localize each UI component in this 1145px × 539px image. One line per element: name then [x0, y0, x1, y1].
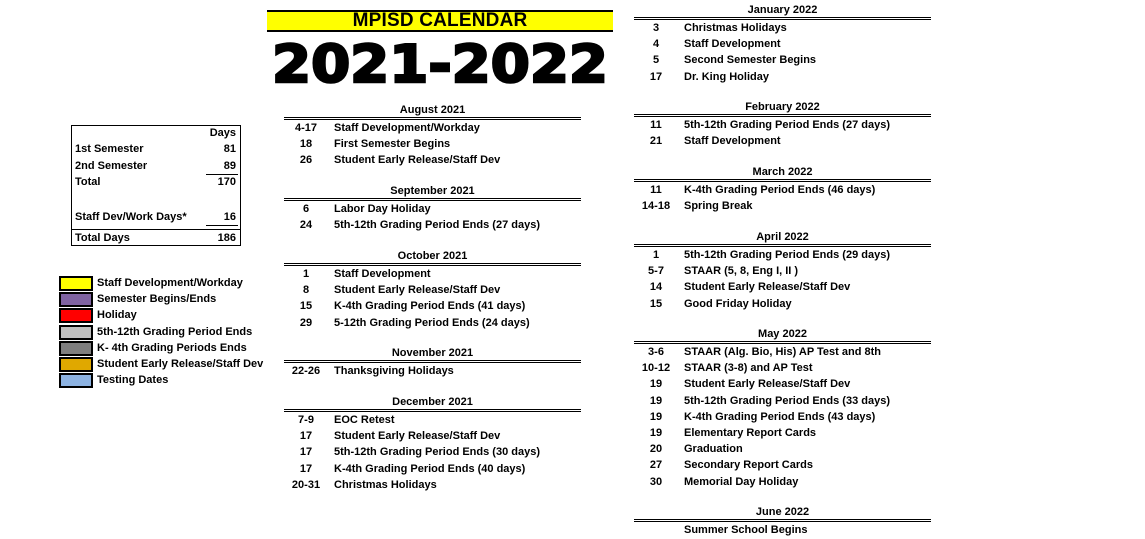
event-description: Second Semester Begins: [684, 54, 817, 67]
month-section-may: [634, 328, 931, 488]
calendar-event-row: [284, 283, 581, 297]
month-section-jan: [634, 4, 931, 84]
calendar-event-row: [284, 121, 581, 135]
legend-swatch: [59, 357, 93, 372]
calendar-event-row: [634, 377, 931, 391]
calendar-event-row: [634, 118, 931, 132]
event-date: 21: [649, 135, 663, 148]
calendar-event-row: [634, 426, 931, 440]
summary-label: Staff Dev/Work Days*: [75, 211, 187, 223]
event-description: K-4th Grading Period Ends (40 days): [334, 462, 526, 475]
month-heading: January 2022: [747, 4, 818, 16]
days-summary-box: [71, 125, 241, 246]
calendar-event-row: [634, 345, 931, 359]
event-description: Student Early Release/Staff Dev: [334, 284, 501, 297]
event-date: 24: [299, 219, 313, 232]
event-description: Student Early Release/Staff Dev: [334, 430, 501, 443]
event-date: 6: [302, 203, 310, 215]
calendar-event-row: [284, 445, 581, 459]
month-double-rule: [634, 179, 931, 182]
month-section-feb: [634, 101, 931, 149]
month-heading: September 2021: [390, 185, 475, 197]
event-description: Christmas Holidays: [684, 22, 787, 34]
summary-value: 89: [223, 160, 236, 172]
calendar-event-row: [284, 462, 581, 476]
month-double-rule: [634, 244, 931, 247]
legend-swatch: [59, 341, 93, 356]
summary-value: 170: [217, 176, 236, 188]
month-section-oct: [284, 250, 581, 330]
month-heading: November 2021: [391, 347, 474, 359]
month-section-jun: [634, 506, 931, 538]
calendar-event-row: [634, 264, 931, 278]
summary-label: 1st Semester: [75, 143, 144, 155]
calendar-event-row: [634, 297, 931, 311]
event-date: 5: [652, 54, 660, 67]
calendar-event-row: [634, 37, 931, 51]
summary-value: 186: [217, 232, 236, 244]
calendar-event-row: [634, 394, 931, 408]
event-description: Staff Development: [684, 38, 781, 51]
event-date: 30: [649, 475, 663, 488]
calendar-title: MPISD CALENDAR: [267, 10, 613, 32]
summary-total-rule: [206, 174, 238, 175]
month-double-rule: [284, 198, 581, 201]
event-date: 27: [649, 459, 663, 472]
event-date: 11: [650, 184, 662, 196]
legend-label: K- 4th Grading Periods Ends: [97, 342, 247, 354]
month-double-rule: [634, 341, 931, 344]
calendar-event-row: [634, 248, 931, 262]
summary-label: Total: [75, 176, 101, 188]
calendar-event-row: [284, 478, 581, 492]
event-date: 14-18: [641, 200, 671, 213]
event-description: Thanksgiving Holidays: [334, 365, 454, 377]
event-date: 11: [650, 119, 662, 131]
event-date: 7-9: [298, 414, 314, 426]
legend-label: 5th-12th Grading Period Ends: [97, 326, 253, 338]
event-date: 1: [302, 268, 310, 280]
event-description: Secondary Report Cards: [684, 459, 813, 472]
event-date: 8: [302, 284, 310, 297]
event-description: Spring Break: [684, 200, 753, 213]
event-description: K-4th Grading Period Ends (43 days): [684, 410, 876, 423]
event-date: 26: [299, 154, 313, 167]
event-description: Graduation: [684, 443, 743, 456]
month-double-rule: [284, 117, 581, 120]
event-description: 5th-12th Grading Period Ends (33 days): [684, 394, 890, 407]
event-date: 19: [649, 410, 663, 423]
legend-label: Semester Begins/Ends: [97, 293, 217, 305]
color-legend: [59, 276, 264, 391]
calendar-event-row: [634, 183, 931, 197]
event-date: 17: [299, 430, 313, 443]
event-date: 3-6: [648, 346, 664, 358]
event-date: 19: [649, 427, 663, 439]
month-double-rule: [284, 409, 581, 412]
event-date: 22-26: [291, 365, 321, 377]
calendar-event-row: [634, 361, 931, 375]
event-date: 18: [299, 138, 313, 151]
month-heading: March 2022: [752, 166, 813, 178]
calendar-event-row: [634, 458, 931, 472]
event-description: Student Early Release/Staff Dev: [684, 281, 851, 294]
summary-label: Total Days: [75, 232, 130, 244]
calendar-event-row: [634, 21, 931, 35]
event-date: 1: [652, 249, 660, 261]
month-heading: August 2021: [399, 104, 466, 116]
event-date: 3: [652, 22, 660, 34]
month-double-rule: [284, 263, 581, 266]
month-heading: May 2022: [758, 328, 807, 340]
month-heading: June 2022: [755, 506, 810, 518]
event-description: Christmas Holidays: [334, 478, 437, 491]
calendar-event-row: [284, 413, 581, 427]
event-description: Staff Development: [334, 268, 431, 280]
calendar-event-row: [284, 299, 581, 313]
event-description: Good Friday Holiday: [684, 297, 792, 310]
school-year-text: 2021-2022: [272, 35, 608, 95]
summary-total-rule: [206, 225, 238, 226]
event-date: 10-12: [641, 362, 671, 375]
event-description: Elementary Report Cards: [684, 427, 817, 439]
legend-swatch: [59, 325, 93, 340]
event-date: 17: [299, 462, 313, 475]
month-section-sep: [284, 185, 581, 233]
event-description: Student Early Release/Staff Dev: [334, 154, 501, 167]
event-description: 5th-12th Grading Period Ends (27 days): [684, 119, 890, 131]
event-description: Staff Development: [684, 135, 781, 148]
legend-swatch: [59, 276, 93, 291]
month-section-nov: [284, 347, 581, 379]
calendar-event-row: [284, 137, 581, 151]
event-description: STAAR (5, 8, Eng I, II ): [684, 265, 799, 278]
event-description: 5th-12th Grading Period Ends (30 days): [334, 446, 540, 459]
calendar-event-row: [634, 523, 931, 537]
calendar-event-row: [284, 153, 581, 167]
calendar-event-row: [634, 442, 931, 456]
summary-value: 81: [223, 143, 236, 155]
event-description: K-4th Grading Period Ends (46 days): [684, 184, 876, 196]
event-date: 20-31: [291, 478, 321, 491]
month-double-rule: [284, 360, 581, 363]
event-date: 29: [299, 316, 313, 329]
summary-header-row: [75, 127, 236, 140]
summary-value: 16: [223, 211, 236, 223]
event-description: Student Early Release/Staff Dev: [684, 378, 851, 391]
legend-label: Student Early Release/Staff Dev: [97, 358, 264, 370]
calendar-event-row: [634, 199, 931, 213]
month-heading: April 2022: [756, 231, 809, 243]
legend-label: Staff Development/Workday: [97, 277, 243, 289]
legend-label: Holiday: [97, 309, 137, 321]
calendar-event-row: [284, 316, 581, 330]
legend-swatch: [59, 373, 93, 388]
summary-label: 2nd Semester: [75, 160, 148, 172]
event-description: First Semester Begins: [334, 138, 451, 151]
event-date: 15: [649, 297, 663, 310]
legend-swatch: [59, 292, 93, 307]
legend-label: Testing Dates: [97, 374, 169, 386]
event-description: EOC Retest: [334, 414, 395, 426]
event-date: 19: [649, 378, 663, 391]
event-date: 20: [649, 443, 663, 456]
month-double-rule: [634, 17, 931, 20]
event-description: Dr. King Holiday: [684, 70, 769, 83]
event-date: 5-7: [648, 265, 664, 278]
event-description: K-4th Grading Period Ends (41 days): [334, 300, 526, 313]
month-double-rule: [634, 519, 931, 522]
calendar-event-row: [284, 267, 581, 281]
calendar-event-row: [284, 429, 581, 443]
summary-row: [75, 143, 236, 156]
event-description: 5th-12th Grading Period Ends (29 days): [684, 249, 890, 261]
summary-row: [75, 211, 236, 224]
event-description: Memorial Day Holiday: [684, 475, 799, 488]
month-section-mar: [634, 166, 931, 214]
event-description: Summer School Begins: [684, 524, 808, 536]
event-description: Labor Day Holiday: [334, 203, 431, 215]
month-heading: February 2022: [745, 101, 820, 113]
month-section-dec: [284, 396, 581, 492]
event-description: 5-12th Grading Period Ends (24 days): [334, 316, 530, 329]
event-date: 14: [649, 281, 663, 294]
event-date: 4: [652, 38, 660, 51]
event-date: 19: [649, 394, 663, 407]
calendar-event-row: [634, 475, 931, 489]
summary-divider: [72, 229, 240, 230]
event-date: 4-17: [294, 122, 318, 134]
calendar-event-row: [284, 202, 581, 216]
event-date: 15: [299, 300, 313, 313]
summary-row: [75, 176, 236, 189]
event-description: STAAR (Alg. Bio, His) AP Test and 8th: [684, 346, 881, 358]
calendar-event-row: [284, 218, 581, 232]
calendar-event-row: [634, 70, 931, 84]
month-section-aug: [284, 104, 581, 168]
month-double-rule: [634, 114, 931, 117]
calendar-event-row: [634, 134, 931, 148]
summary-days-header: Days: [209, 127, 236, 139]
event-description: Staff Development/Workday: [334, 122, 480, 134]
month-section-apr: [634, 231, 931, 311]
summary-row: [75, 232, 236, 245]
legend-swatch: [59, 308, 93, 323]
school-year-banner: [268, 35, 613, 95]
event-date: 17: [649, 70, 663, 83]
calendar-event-row: [634, 280, 931, 294]
summary-row: [75, 160, 236, 173]
month-heading: December 2021: [392, 396, 473, 408]
calendar-event-row: [634, 410, 931, 424]
calendar-event-row: [284, 364, 581, 378]
month-heading: October 2021: [397, 250, 468, 262]
event-date: 17: [299, 446, 313, 459]
event-description: STAAR (3-8) and AP Test: [684, 362, 813, 375]
calendar-event-row: [634, 53, 931, 67]
event-description: 5th-12th Grading Period Ends (27 days): [334, 219, 540, 232]
